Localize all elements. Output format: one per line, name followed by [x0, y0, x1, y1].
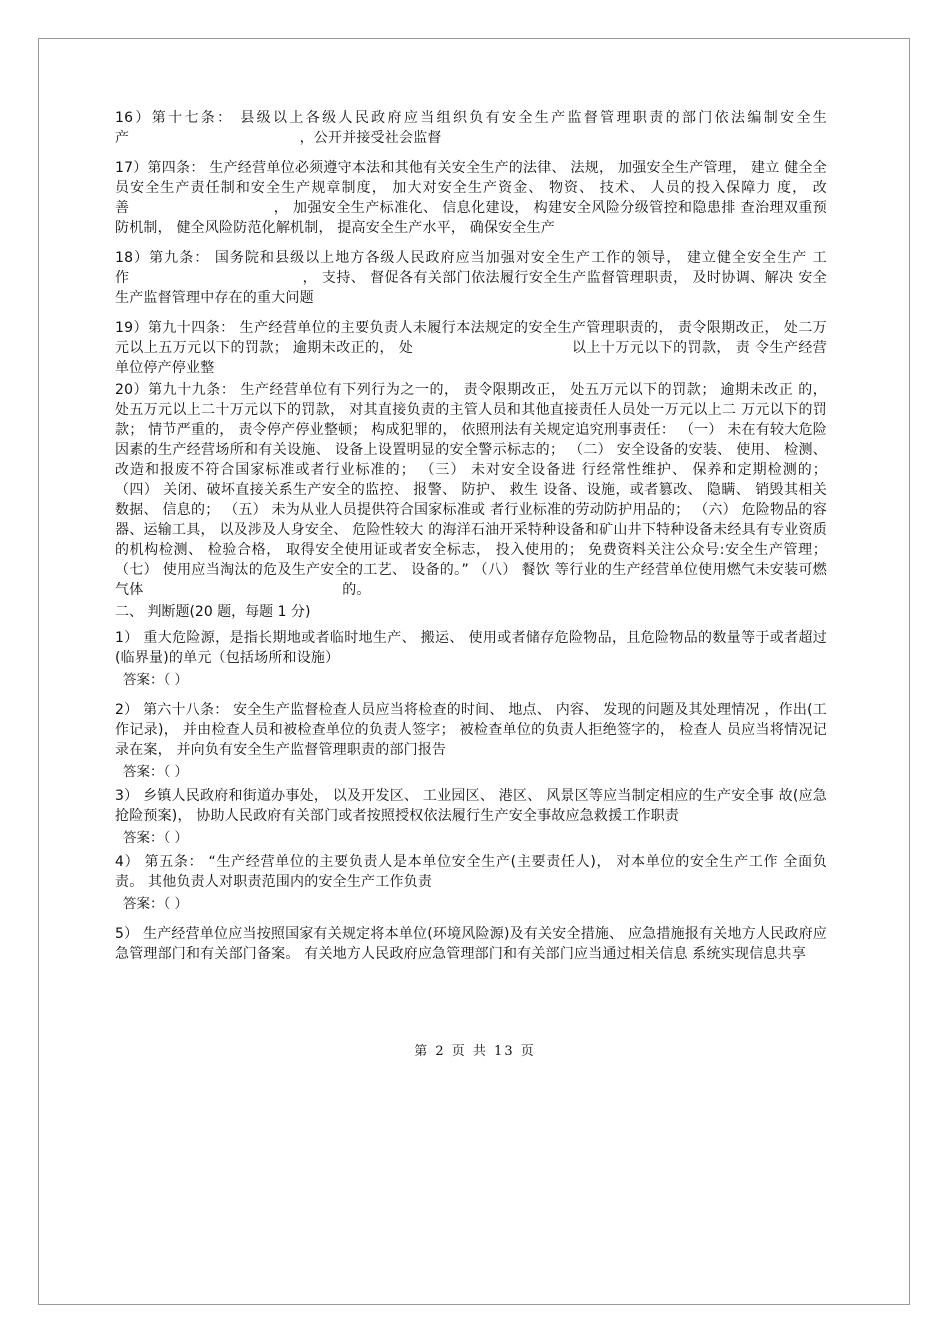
judge-item-2: 2） 第六十八条： 安全生产监督检查人员应当将检查的时间、 地点、 内容、 发现的问题及其处理情况 ，作出(工作记录)， 并由检查人员和被检查单位的负责人签字； 被检查单位的负责人拒绝签字的， 检查人 员应当将情况记录在案， 并向负有安全生产监督管理职责的部门报告	[115, 702, 827, 758]
fill-blank-item-17: 17）第四条： 生产经营单位必须遵守本法和其他有关安全生产的法律、 法规， 加强安全生产管理， 建立 健全全员安全生产责任制和安全生产规章制度， 加大对安全生产资金、 物资、 技术、 人员的投入保障力 度， 改善 ， 加强安全生产标准化、 信息化建设， 构建安全风险分级管控和隐患排 查治理双重预防机制， 健全风险防范化解机制， 提高安全生产水平， 确保安全生产	[115, 160, 827, 236]
judge-item-4: 4） 第五条： “生产经营单位的主要负责人是本单位安全生产(主要责任人)， 对本单位的安全生产工作 全面负责。 其他负责人对职责范围内的安全生产工作负责	[115, 854, 827, 890]
section-title-judgement: 二、 判断题(20 题，每题 1 分)	[115, 604, 311, 620]
judge-item-5: 5） 生产经营单位应当按照国家有关规定将本单位(环境风险源)及有关安全措施、 应急措施报有关地方人民政府应急管理部门和有关部门备案。 有关地方人民政府应急管理部门和有关部门应当通过相关信息 系统实现信息共享	[115, 926, 827, 962]
fill-blank-item-16: 16）第十七条： 县级以上各级人民政府应当组织负有安全生产监督管理职责的部门依法编制安全生 产 ，公开并接受社会监督	[115, 110, 827, 146]
judge-item-3: 3） 乡镇人民政府和街道办事处， 以及开发区、 工业园区、 港区、 风景区等应当制定相应的生产安全事 故(应急抢险预案)， 协助人民政府有关部门或者按照授权依法履行生产安全事故应急救援工作职责	[115, 788, 827, 824]
judge-item-1: 1） 重大危险源，是指长期地或者临时地生产、 搬运、 使用或者储存危险物品，且危险物品的数量等于或者超过(临界量)的单元（包括场所和设施）	[115, 630, 827, 666]
fill-blank-item-19: 19）第九十四条： 生产经营单位的主要负责人未履行本法规定的安全生产管理职责的， 责令限期改正， 处二万元以上五万元以下的罚款； 逾期未改正的， 处 以上十万元以下的罚款， 责 令生产经营单位停产停业整	[115, 320, 827, 376]
answer-blank-2: 答案：（ ）	[123, 764, 189, 780]
page-content	[115, 108, 827, 974]
answer-blank-1: 答案：（ ）	[123, 672, 189, 688]
fill-blank-item-18: 18）第九条： 国务院和县级以上地方各级人民政府应当加强对安全生产工作的领导， 建立健全安全生产 工作 ， 支持、 督促各有关部门依法履行安全生产监督管理职责， 及时协调、解决 安全生产监督管理中存在的重大问题	[115, 250, 827, 306]
page-number-footer: 第 2 页 共 13 页	[414, 1044, 536, 1059]
fill-blank-item-20: 20）第九十九条： 生产经营单位有下列行为之一的， 责令限期改正， 处五万元以下的罚款； 逾期未改正 的， 处五万元以上二十万元以下的罚款， 对其直接负责的主管人员和其他直接责任人员处一万元以上二 万元以下的罚款； 情节严重的， 责令停产停业整顿； 构成犯罪的， 依照刑法有关规定追究刑事责任： （一） 未在有较大危险因素的生产经营场所和有关设施、 设备上设置明显的安全警示标志的； （二） 安全设备的安装、 使用、 检测、 改造和报废不符合国家标准或者行业标准的； （三） 未对安全设备进 行经常性维护、 保养和定期检测的； （四） 关闭、破坏直接关系生产安全的监控、 报警、 防护、 救生 设备、设施，或者篡改、 隐瞒、 销毁其相关数据、 信息的； （五） 未为从业人员提供符合国家标准或 者行业标准的劳动防护用品的； （六） 危险物品的容器、运输工具， 以及涉及人身安全、 危险性较大 的海洋石油开采特种设备和矿山井下特种设备未经具有专业资质的机构检测、 检验合格， 取得安全使用证或者安全标志， 投入使用的； 免费资料关注公众号:安全生产管理； （七） 使用应当淘汰的危及生产安全的工艺、 设备的。” （八） 餐饮 等行业的生产经营单位使用燃气未安装可燃气体 的。	[115, 382, 827, 598]
answer-blank-3: 答案：（ ）	[123, 830, 189, 846]
answer-blank-4: 答案：（ ）	[123, 896, 189, 912]
